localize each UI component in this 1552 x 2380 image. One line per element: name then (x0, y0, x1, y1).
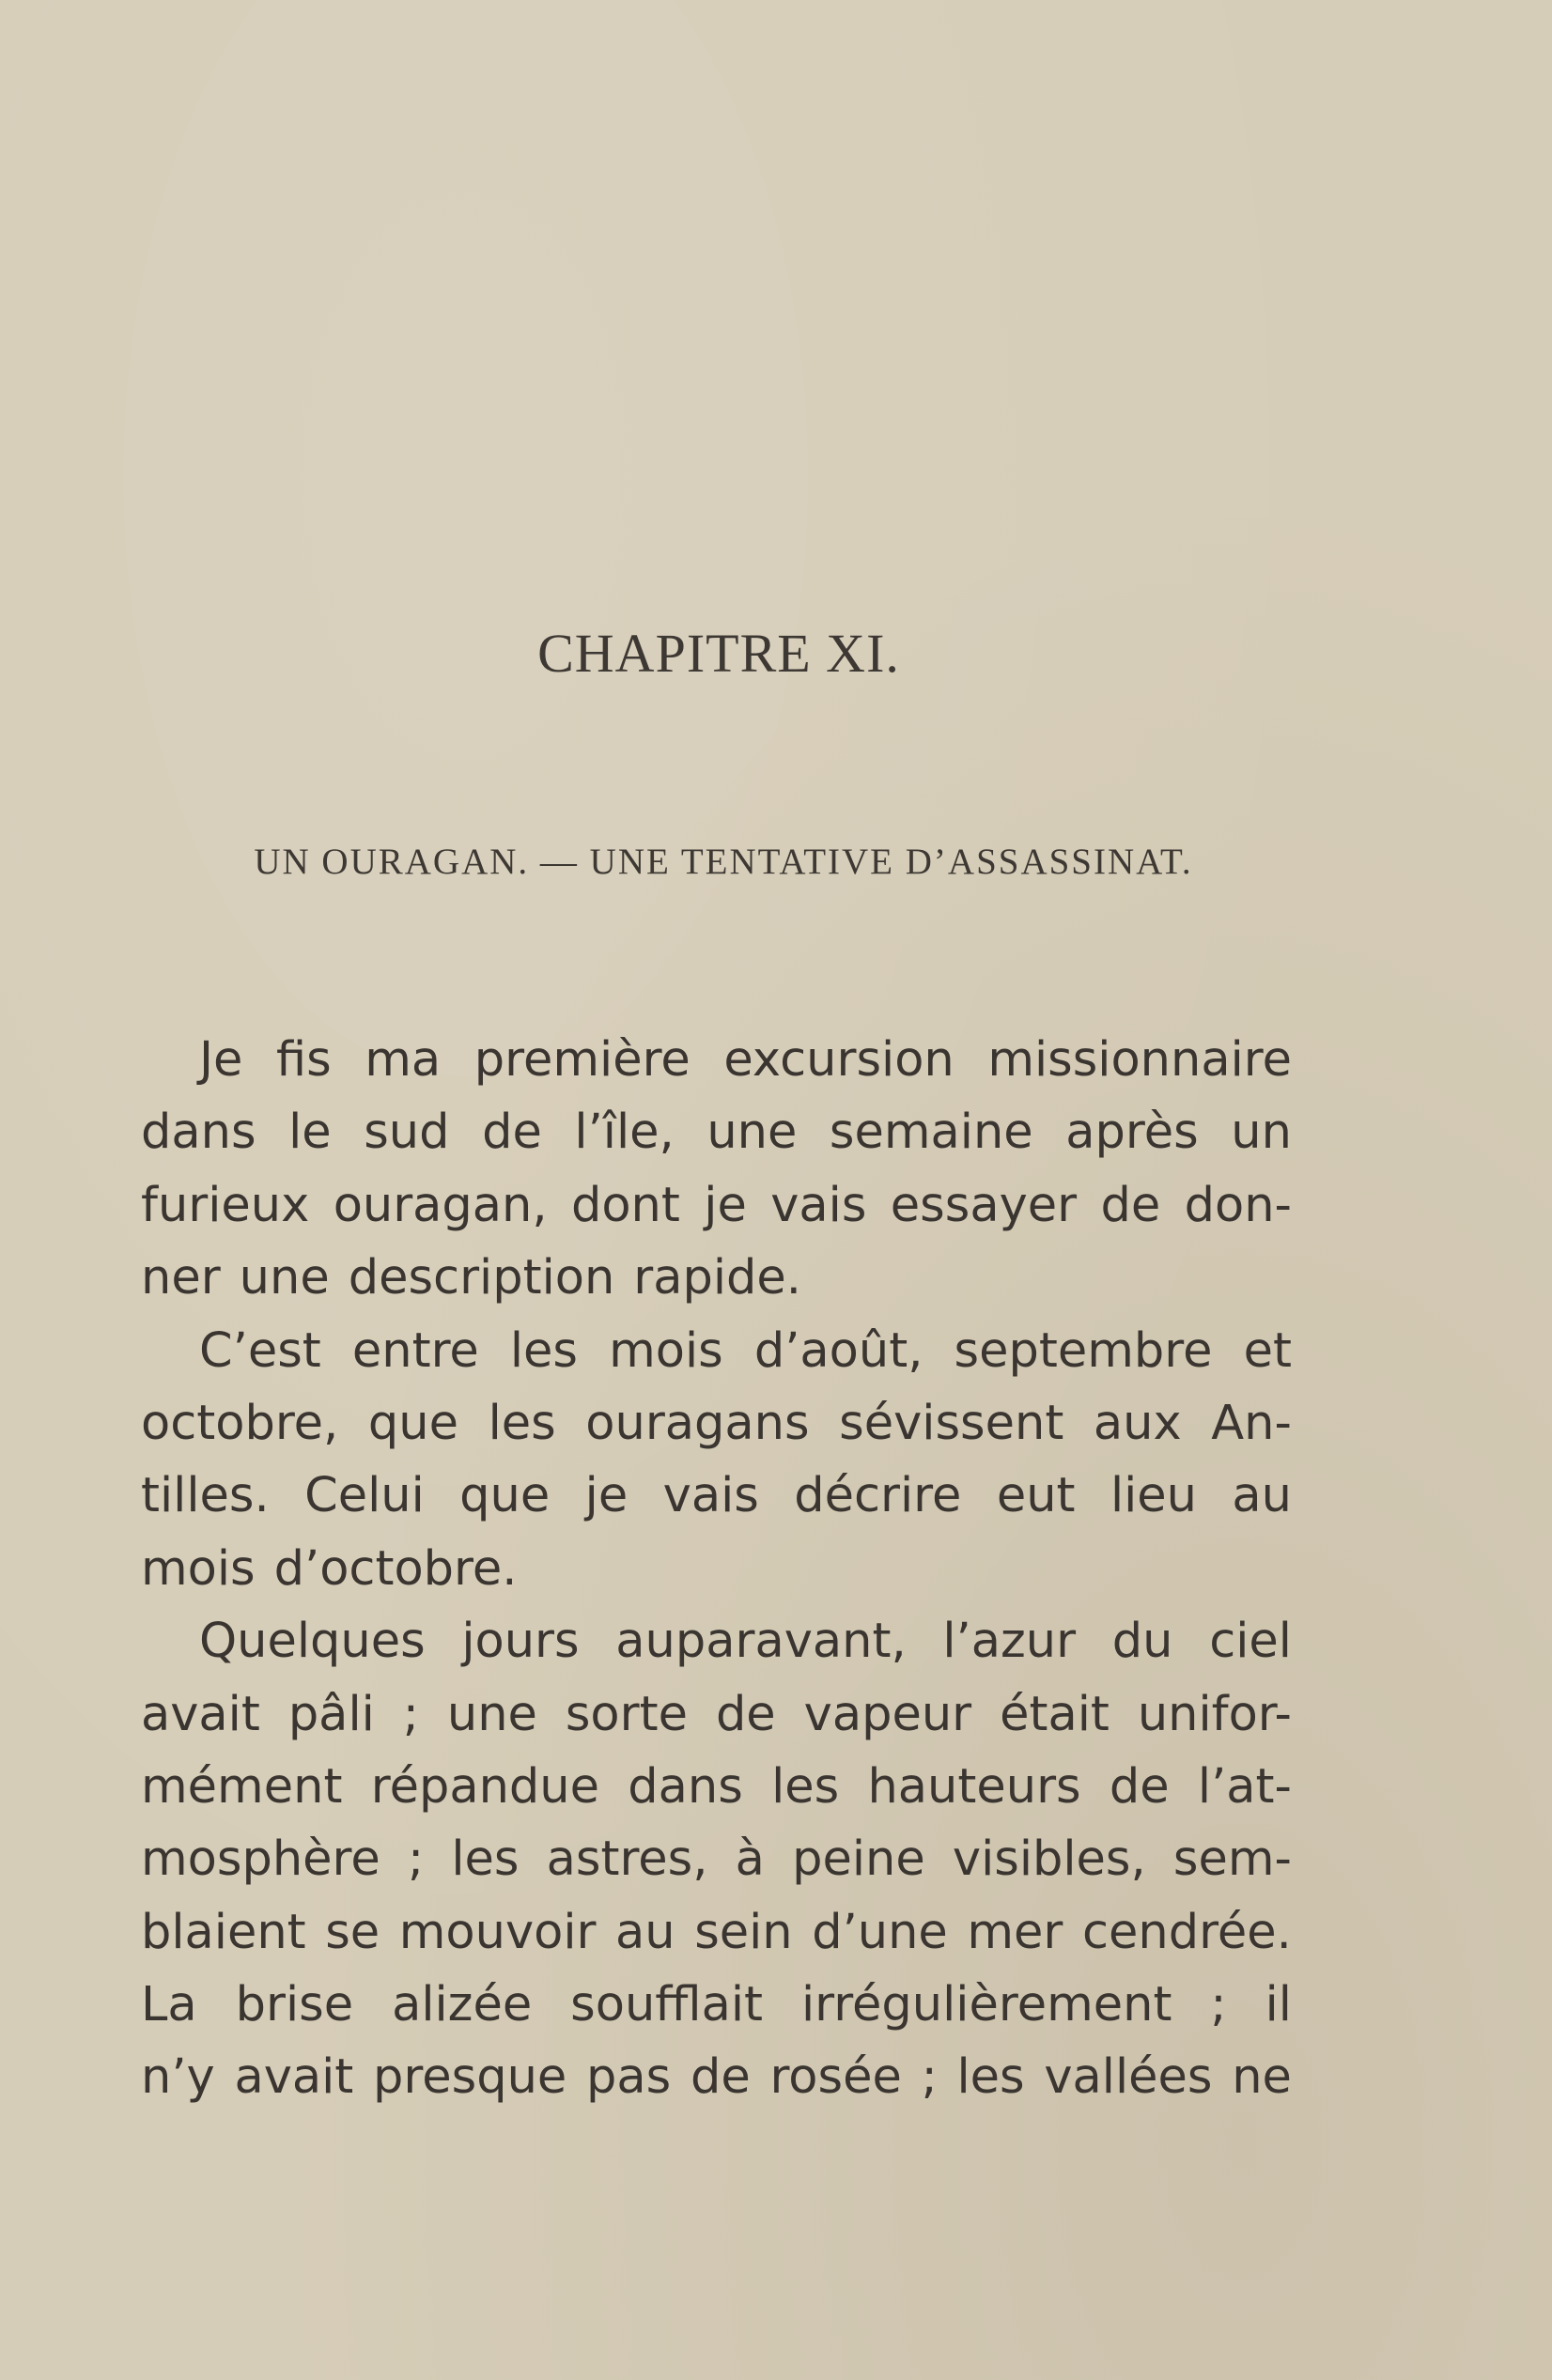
text-line (141, 1969, 1292, 2041)
word: Celui (304, 1468, 425, 1524)
word: vais (770, 1177, 867, 1233)
body-text (141, 1024, 1292, 2114)
word: ; (402, 1686, 419, 1742)
word: ma (365, 1032, 442, 1088)
text-line (141, 1096, 1292, 1168)
word: ner (141, 1250, 221, 1306)
word: il (1265, 1977, 1292, 2033)
word: sein (694, 1904, 793, 1960)
word: l’at- (1197, 1758, 1292, 1815)
word: essayer (890, 1177, 1078, 1233)
word: d’une (812, 1904, 948, 1960)
word: avait (141, 1686, 260, 1742)
word: ne (1232, 2049, 1292, 2106)
word: sévissent (839, 1395, 1064, 1451)
word: alizée (392, 1977, 533, 2033)
word: tilles. (141, 1468, 270, 1524)
word: septembre (954, 1322, 1213, 1379)
word: un (1231, 1105, 1292, 1161)
word: l’île, (574, 1105, 675, 1161)
word: dans (141, 1105, 256, 1161)
word: brise (235, 1977, 354, 2033)
text-line (141, 2041, 1292, 2113)
word: je (704, 1177, 747, 1233)
word: de (1109, 1758, 1170, 1815)
word: au (1232, 1468, 1292, 1524)
word: de (482, 1105, 542, 1161)
word: pas (586, 2049, 672, 2106)
chapter-title: CHAPITRE XI. (537, 623, 900, 684)
word: La (141, 1977, 197, 2033)
word: cendrée. (1081, 1904, 1292, 1960)
word: vapeur (803, 1686, 972, 1742)
word: était (1000, 1686, 1110, 1742)
word: aux (1093, 1395, 1182, 1451)
word: mois (141, 1540, 256, 1597)
word: Quelques (199, 1614, 426, 1670)
word: furieux (141, 1177, 310, 1233)
text-line (141, 1460, 1292, 1532)
text-line (141, 1315, 1292, 1387)
word: première (473, 1032, 691, 1088)
text-line (141, 1533, 1292, 1605)
word: description (348, 1250, 615, 1306)
word: d’août, (753, 1322, 923, 1379)
word: C’est (199, 1322, 321, 1379)
word: fis (275, 1032, 332, 1088)
word: le (288, 1105, 332, 1161)
word: vallées (1044, 2049, 1213, 2106)
word: jours (461, 1614, 580, 1670)
word: de (690, 2049, 751, 2106)
text-line (141, 1169, 1292, 1242)
word: peine (792, 1831, 925, 1888)
word: à (735, 1831, 765, 1888)
text-line (141, 1823, 1292, 1895)
word: don- (1184, 1177, 1292, 1233)
word: dont (570, 1177, 680, 1233)
word: mois (609, 1322, 723, 1379)
text-line (141, 1605, 1292, 1677)
word: lieu (1110, 1468, 1197, 1524)
word: sud (364, 1105, 450, 1161)
text-line (141, 1387, 1292, 1460)
word: rosée (769, 2049, 902, 2106)
word: visibles, (952, 1831, 1146, 1888)
word: l’azur (942, 1614, 1077, 1670)
word: mer (967, 1904, 1063, 1960)
word: les (488, 1395, 556, 1451)
word: les (956, 2049, 1025, 2106)
word: une (446, 1686, 537, 1742)
word: unifor- (1137, 1686, 1292, 1742)
word: sem- (1172, 1831, 1292, 1888)
word: missionnaire (987, 1032, 1292, 1088)
word: blaient (141, 1904, 306, 1960)
word: semaine (829, 1105, 1033, 1161)
word: hauteurs (867, 1758, 1081, 1815)
word: que (459, 1468, 551, 1524)
word: An- (1211, 1395, 1292, 1451)
word: Je (199, 1032, 243, 1088)
word: ouragans (585, 1395, 810, 1451)
word: sorte (565, 1686, 688, 1742)
word: eut (996, 1468, 1076, 1524)
word: les (509, 1322, 579, 1379)
word: les (451, 1831, 520, 1888)
word: décrire (794, 1468, 962, 1524)
word: une (239, 1250, 330, 1306)
text-line (141, 1024, 1292, 1096)
word: ; (921, 2049, 938, 2106)
word: je (584, 1468, 629, 1524)
word: pâli (287, 1686, 375, 1742)
chapter-subtitle: UN OURAGAN. — UNE TENTATIVE D’ASSASSINAT. (254, 842, 1193, 882)
word: se (325, 1904, 380, 1960)
word: avait (234, 2049, 354, 2106)
word: presque (373, 2049, 567, 2106)
word: ; (1210, 1977, 1227, 2033)
word: vais (662, 1468, 759, 1524)
word: irrégulièrement (800, 1977, 1172, 2033)
word: n’y (141, 2049, 215, 2106)
word: une (706, 1105, 798, 1161)
word: auparavant, (615, 1614, 907, 1670)
word: ; (407, 1831, 425, 1888)
word: rapide. (633, 1250, 802, 1306)
word: octobre, (141, 1395, 339, 1451)
word: ciel (1209, 1614, 1292, 1670)
word: au (615, 1904, 675, 1960)
text-line (141, 1242, 1292, 1314)
word: après (1065, 1105, 1199, 1161)
word: soufflait (570, 1977, 763, 2033)
word: et (1243, 1322, 1292, 1379)
text-line (141, 1678, 1292, 1751)
word: que (367, 1395, 458, 1451)
word: astres, (546, 1831, 708, 1888)
word: du (1111, 1614, 1173, 1670)
word: mément (141, 1758, 343, 1815)
word: dans (628, 1758, 743, 1815)
word: entre (351, 1322, 479, 1379)
word: répandue (370, 1758, 599, 1815)
word: d’octobre. (273, 1540, 518, 1597)
text-line (141, 1896, 1292, 1969)
word: mouvoir (398, 1904, 597, 1960)
word: les (771, 1758, 840, 1815)
word: de (715, 1686, 776, 1742)
word: ouragan, (333, 1177, 548, 1233)
word: excursion (723, 1032, 954, 1088)
word: de (1100, 1177, 1161, 1233)
word: mosphère (141, 1831, 380, 1888)
text-line (141, 1751, 1292, 1823)
